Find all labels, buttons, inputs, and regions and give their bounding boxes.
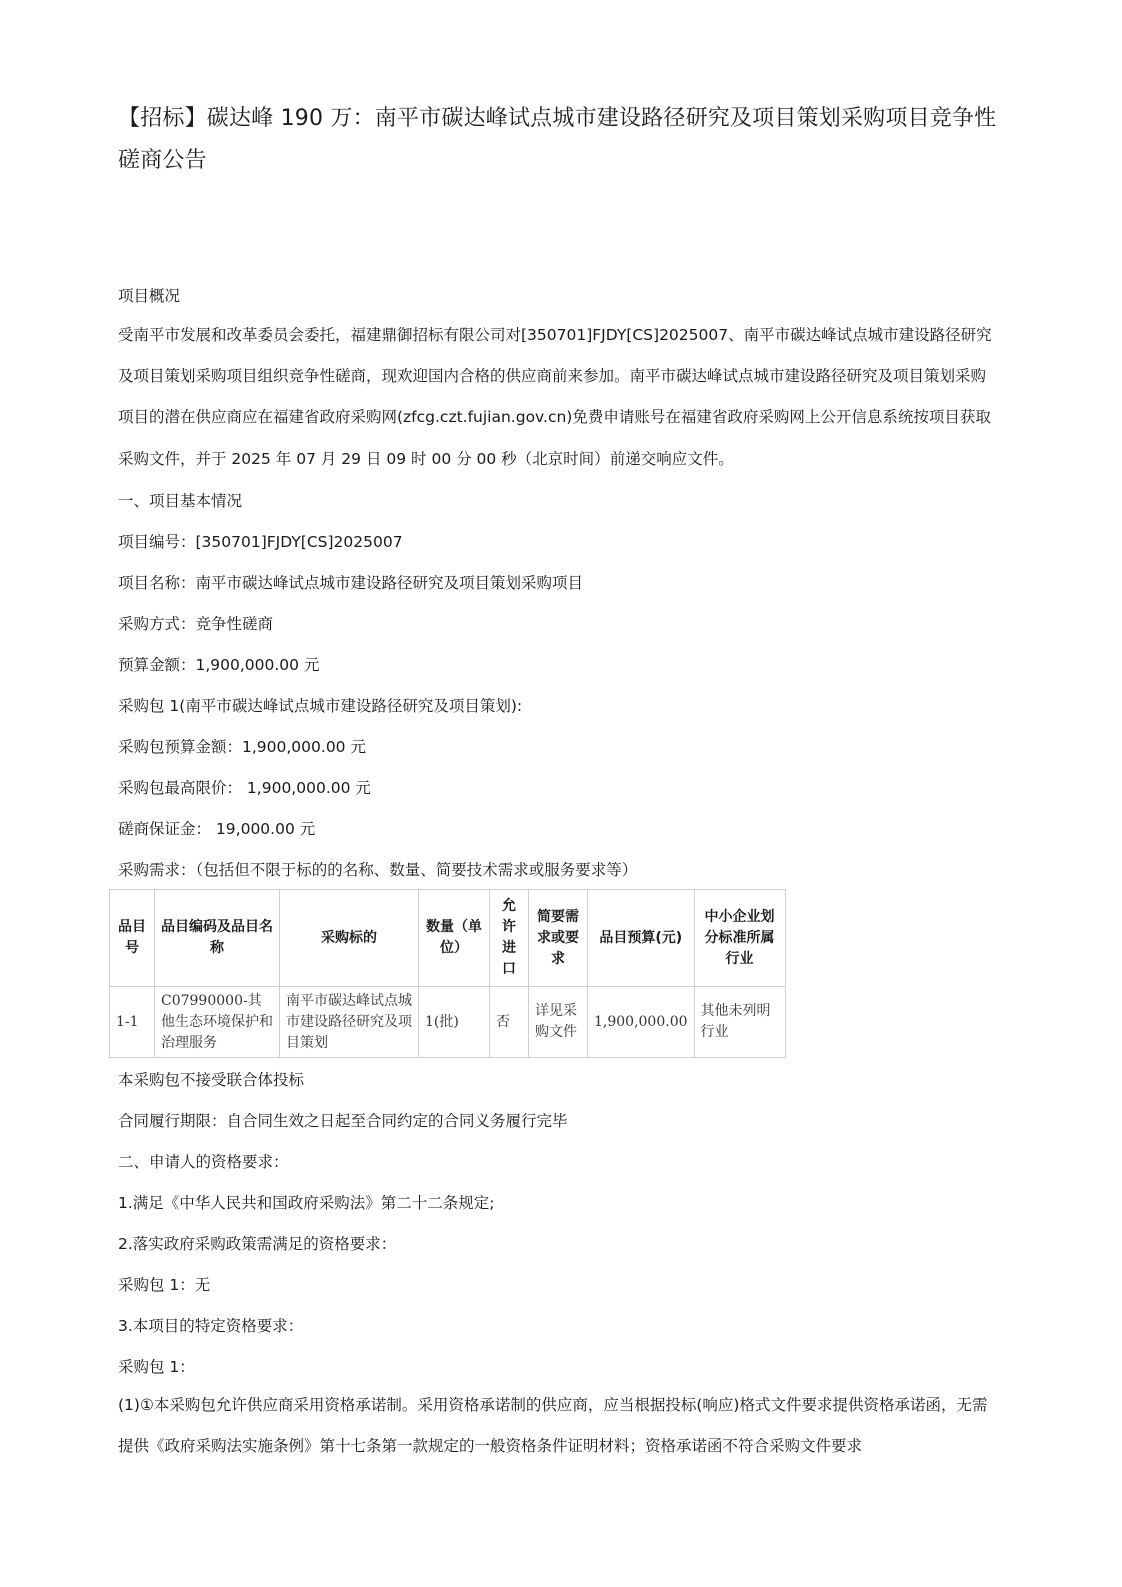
requirement-2-package: 采购包 1：无 [118, 1276, 211, 1294]
th-industry: 中小企业划分标准所属行业 [694, 890, 785, 987]
th-code: 品目编码及品目名称 [155, 890, 280, 987]
procurement-method: 采购方式：竞争性磋商 [118, 615, 274, 633]
project-name: 项目名称：南平市碳达峰试点城市建设路径研究及项目策划采购项目 [118, 574, 584, 592]
cell: 否 [490, 987, 529, 1058]
cell: C07990000-其他生态环境保护和治理服务 [155, 987, 280, 1058]
section-1-heading: 一、项目基本情况 [118, 492, 243, 510]
requirement-3-text: (1)①本采购包允许供应商采用资格承诺制。采用资格承诺制的供应商，应当根据投标(响应)格式文件要求提供资格承诺函，无需提供《政府采购法实施条例》第十七条第一款规定的一般资格条件证明材料；资格承诺函不符合采购文件要求 [118, 1396, 988, 1456]
package-budget: 采购包预算金额：1,900,000.00 元 [118, 738, 366, 756]
contract-period: 合同履行期限：自合同生效之日起至合同约定的合同义务履行完毕 [118, 1112, 568, 1130]
overview-paragraph: 受南平市发展和改革委员会委托，福建鼎御招标有限公司对[350701]FJDY[CS]2025007、南平市碳达峰试点城市建设路径研究及项目策划采购项目组织竞争性磋商，现欢迎国内合格的供应商前来参加。南平市碳达峰试点城市建设路径研究及项目策划采购项目的潜在供应商应在福建省政府采购网(zfcg.czt.fujian.gov.cn)免费申请账号在福建省政府采购网上公开信息系统按项目获取采购文件，并于 2025 年 07 月 29 日 09 时 00 分 00 秒（北京时间）前递交响应文件。 [118, 326, 992, 468]
cell: 1-1 [110, 987, 155, 1058]
cell: 其他未列明行业 [694, 987, 785, 1058]
cell: 详见采购文件 [529, 987, 588, 1058]
package-max-price: 采购包最高限价： 1,900,000.00 元 [118, 779, 371, 797]
th-brief: 简要需求或要求 [529, 890, 588, 987]
requirements-table [109, 889, 786, 1058]
project-number: 项目编号：[350701]FJDY[CS]2025007 [118, 533, 403, 551]
requirement-2: 2.落实政府采购政策需满足的资格要求： [118, 1235, 397, 1253]
requirement-3: 3.本项目的特定资格要求： [118, 1317, 304, 1335]
section-2-heading: 二、申请人的资格要求： [118, 1153, 289, 1171]
page-title: 【招标】碳达峰 190 万：南平市碳达峰试点城市建设路径研究及项目策划采购项目竞争性磋商公告 [118, 106, 997, 173]
requirement-1: 1.满足《中华人民共和国政府采购法》第二十二条规定; [118, 1194, 495, 1212]
table-header-row [110, 890, 786, 987]
th-import: 允许进口 [490, 890, 529, 987]
th-item-no: 品目号 [110, 890, 155, 987]
requirement-3-package: 采购包 1： [118, 1358, 195, 1376]
package-title: 采购包 1(南平市碳达峰试点城市建设路径研究及项目策划): [118, 697, 523, 715]
table-row [110, 987, 786, 1058]
overview-heading: 项目概况 [118, 287, 181, 305]
no-consortium: 本采购包不接受联合体投标 [118, 1071, 305, 1089]
cell: 1,900,000.00 [588, 987, 695, 1058]
th-item-budget: 品目预算(元) [588, 890, 695, 987]
deposit: 磋商保证金： 19,000.00 元 [118, 820, 316, 838]
cell: 南平市碳达峰试点城市建设路径研究及项目策划 [280, 987, 419, 1058]
requirement-intro: 采购需求：（包括但不限于标的的名称、数量、简要技术需求或服务要求等） [118, 861, 638, 879]
budget-amount: 预算金额：1,900,000.00 元 [118, 656, 320, 674]
th-quantity: 数量（单位） [419, 890, 490, 987]
th-subject: 采购标的 [280, 890, 419, 987]
cell: 1(批) [419, 987, 490, 1058]
